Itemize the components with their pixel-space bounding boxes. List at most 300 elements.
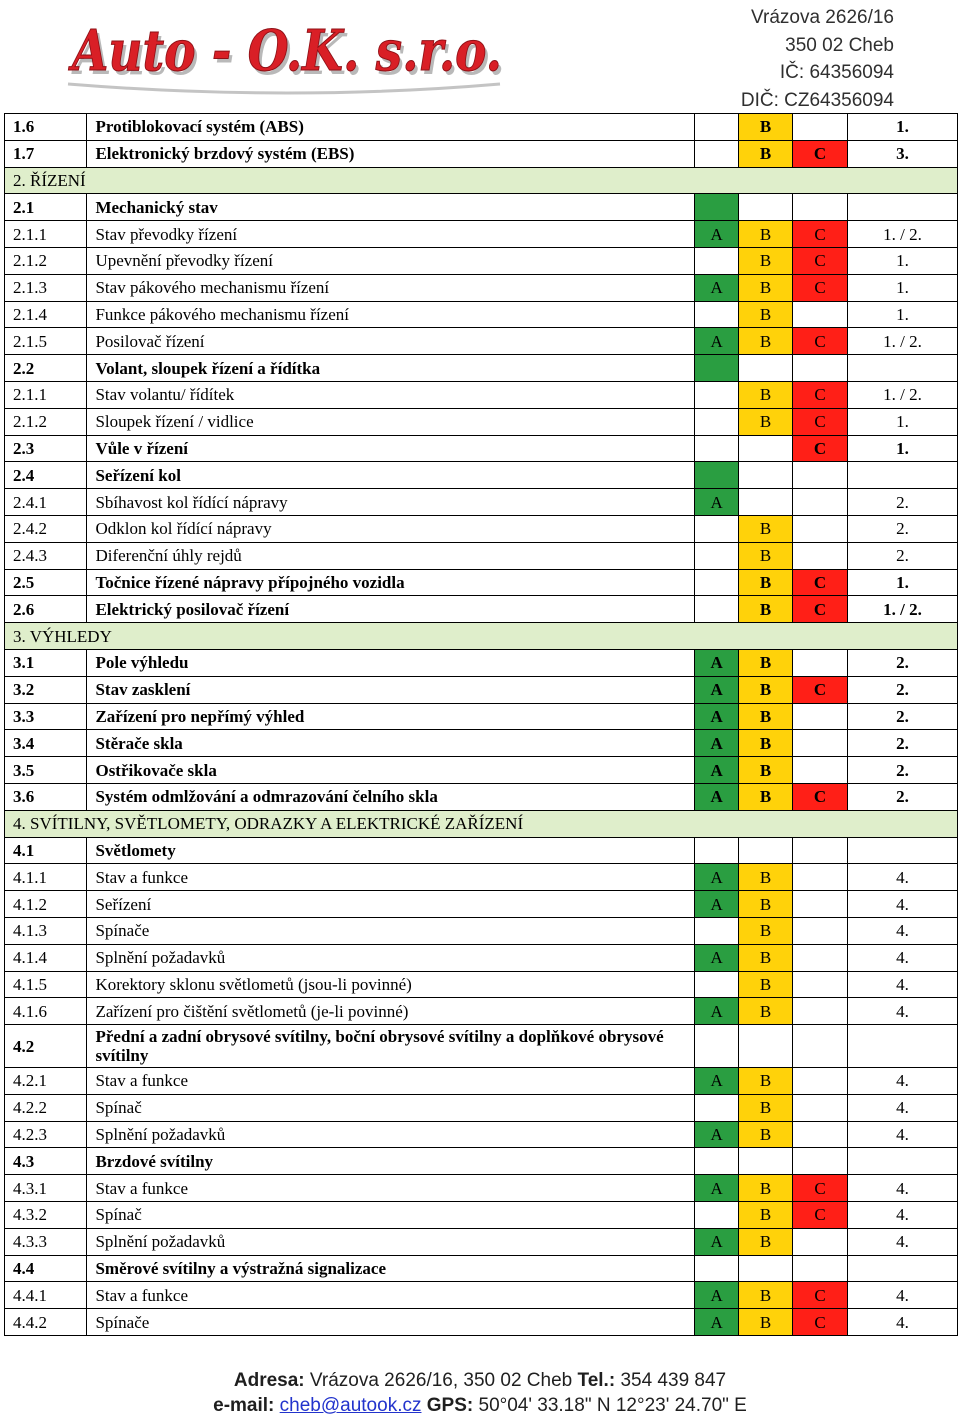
chapter-ref-cell: 1. <box>847 435 957 462</box>
defect-b-cell: B <box>739 1282 793 1309</box>
defect-c-cell: C <box>793 1202 848 1229</box>
item-description: Stav pákového mechanismu řízení <box>87 274 695 301</box>
table-row <box>5 1309 958 1336</box>
item-number: 4.3.3 <box>5 1228 87 1255</box>
logo-text: Auto - O.K. s.r.o. <box>67 18 503 84</box>
chapter-ref-cell: 4. <box>847 971 957 998</box>
defect-b-cell <box>739 1255 793 1282</box>
chapter-ref-cell: 2. <box>847 489 957 516</box>
item-description: Stav převodky řízení <box>87 221 695 248</box>
item-number: 4.1 <box>5 837 87 864</box>
defect-c-cell <box>793 1025 848 1068</box>
defect-c-cell: C <box>793 569 848 596</box>
table-row <box>5 194 958 221</box>
item-description: Seřízení <box>87 891 695 918</box>
defect-b-cell: B <box>739 1309 793 1336</box>
defect-c-cell: C <box>793 1282 848 1309</box>
table-row <box>5 596 958 623</box>
item-description: Protiblokovací systém (ABS) <box>87 114 695 141</box>
table-row <box>5 355 958 382</box>
defect-b-cell <box>739 837 793 864</box>
table-row <box>5 730 958 757</box>
defect-a-cell: A <box>695 998 739 1025</box>
defect-c-cell <box>793 1094 848 1121</box>
defect-c-cell <box>793 542 848 569</box>
item-number: 3.1 <box>5 649 87 676</box>
item-number: 2.1.4 <box>5 301 87 328</box>
defect-b-cell: B <box>739 381 793 408</box>
section-row <box>5 623 958 650</box>
chapter-ref-cell: 1. <box>847 114 957 141</box>
company-id: IČ: 64356094 <box>779 62 894 83</box>
defect-a-cell <box>695 1025 739 1068</box>
section-title: 3. VÝHLEDY <box>5 623 958 650</box>
chapter-ref-cell: 4. <box>847 998 957 1025</box>
table-row <box>5 140 958 167</box>
table-row <box>5 917 958 944</box>
chapter-ref-cell: 2. <box>847 676 957 703</box>
item-number: 4.2.3 <box>5 1121 87 1148</box>
item-number: 4.3 <box>5 1148 87 1175</box>
defect-a-cell: A <box>695 489 739 516</box>
item-description: Splnění požadavků <box>87 944 695 971</box>
defect-b-cell: B <box>739 1068 793 1095</box>
chapter-ref-cell: 4. <box>847 944 957 971</box>
table-row <box>5 1282 958 1309</box>
item-number: 4.4 <box>5 1255 87 1282</box>
table-row <box>5 221 958 248</box>
defect-c-cell: C <box>793 408 848 435</box>
item-description: Vůle v řízení <box>87 435 695 462</box>
item-number: 2.1.3 <box>5 274 87 301</box>
item-description: Volant, sloupek řízení a řídítka <box>87 355 695 382</box>
table-row <box>5 1202 958 1229</box>
defect-c-cell: C <box>793 221 848 248</box>
item-description: Spínače <box>87 917 695 944</box>
defect-b-cell: B <box>739 971 793 998</box>
defect-c-cell <box>793 1148 848 1175</box>
defect-b-cell: B <box>739 515 793 542</box>
item-number: 4.1.1 <box>5 864 87 891</box>
page-footer <box>0 1368 960 1418</box>
defect-b-cell: B <box>739 864 793 891</box>
defect-c-cell: C <box>793 247 848 274</box>
defect-b-cell: B <box>739 1121 793 1148</box>
chapter-ref-cell <box>847 1255 957 1282</box>
defect-c-cell <box>793 1255 848 1282</box>
item-description: Splnění požadavků <box>87 1121 695 1148</box>
item-number: 2.4.1 <box>5 489 87 516</box>
table-row <box>5 1255 958 1282</box>
defect-a-cell: A <box>695 1175 739 1202</box>
table-row <box>5 489 958 516</box>
chapter-ref-cell: 1. <box>847 301 957 328</box>
table-row <box>5 1121 958 1148</box>
chapter-ref-cell: 4. <box>847 1068 957 1095</box>
item-description: Systém odmlžování a odmrazování čelního skla <box>87 783 695 810</box>
defect-b-cell: B <box>739 917 793 944</box>
item-description: Mechanický stav <box>87 194 695 221</box>
defect-b-cell: B <box>739 569 793 596</box>
defect-a-cell: A <box>695 730 739 757</box>
chapter-ref-cell <box>847 1148 957 1175</box>
address-line-2: 350 02 Cheb <box>785 34 894 56</box>
defect-a-cell <box>695 542 739 569</box>
defect-a-cell: A <box>695 757 739 784</box>
defect-a-cell: A <box>695 1068 739 1095</box>
item-description: Stěrače skla <box>87 730 695 757</box>
table-row <box>5 783 958 810</box>
item-number: 3.3 <box>5 703 87 730</box>
footer-tel-label: Tel.: <box>577 1370 616 1391</box>
item-description: Elektrický posilovač řízení <box>87 596 695 623</box>
defect-a-cell <box>695 140 739 167</box>
chapter-ref-cell: 2. <box>847 783 957 810</box>
defect-b-cell: B <box>739 301 793 328</box>
footer-gps-label: GPS: <box>426 1395 474 1416</box>
defect-c-cell <box>793 194 848 221</box>
chapter-ref-cell: 2. <box>847 730 957 757</box>
defect-a-cell <box>695 435 739 462</box>
item-number: 2.1.5 <box>5 328 87 355</box>
table-row <box>5 435 958 462</box>
item-number: 2.2 <box>5 355 87 382</box>
defect-a-cell <box>695 114 739 141</box>
item-description: Stav volantu/ řídítek <box>87 381 695 408</box>
defect-c-cell <box>793 917 848 944</box>
item-number: 3.6 <box>5 783 87 810</box>
item-description: Stav zasklení <box>87 676 695 703</box>
table-row <box>5 757 958 784</box>
chapter-ref-cell: 2. <box>847 757 957 784</box>
defect-a-cell <box>695 247 739 274</box>
defect-c-cell <box>793 757 848 784</box>
chapter-ref-cell: 4. <box>847 891 957 918</box>
chapter-ref-cell <box>847 355 957 382</box>
item-number: 4.2.1 <box>5 1068 87 1095</box>
item-description: Spínače <box>87 1309 695 1336</box>
footer-line-1 <box>0 1368 960 1393</box>
chapter-ref-cell <box>847 1025 957 1068</box>
item-description: Korektory sklonu světlometů (jsou-li povinné) <box>87 971 695 998</box>
chapter-ref-cell: 1. / 2. <box>847 221 957 248</box>
table-row <box>5 864 958 891</box>
chapter-ref-cell: 3. <box>847 140 957 167</box>
item-number: 4.4.2 <box>5 1309 87 1336</box>
defect-c-cell <box>793 114 848 141</box>
chapter-ref-cell <box>847 462 957 489</box>
table-row <box>5 1148 958 1175</box>
defect-c-cell: C <box>793 1175 848 1202</box>
defect-b-cell: B <box>739 221 793 248</box>
company-info <box>741 4 894 114</box>
defect-a-cell: A <box>695 703 739 730</box>
chapter-ref-cell: 2. <box>847 703 957 730</box>
item-number: 3.5 <box>5 757 87 784</box>
defect-b-cell: B <box>739 596 793 623</box>
defect-b-cell: B <box>739 542 793 569</box>
chapter-ref-cell: 1. / 2. <box>847 596 957 623</box>
defect-b-cell <box>739 462 793 489</box>
defect-b-cell: B <box>739 730 793 757</box>
defect-b-cell: B <box>739 944 793 971</box>
item-number: 2.1.1 <box>5 221 87 248</box>
defect-b-cell <box>739 435 793 462</box>
defect-c-cell <box>793 1228 848 1255</box>
item-description: Stav a funkce <box>87 1175 695 1202</box>
defect-c-cell: C <box>793 783 848 810</box>
defect-b-cell <box>739 1025 793 1068</box>
item-number: 4.1.2 <box>5 891 87 918</box>
item-description: Točnice řízené nápravy přípojného vozidla <box>87 569 695 596</box>
item-number: 2.1.2 <box>5 247 87 274</box>
defect-b-cell <box>739 489 793 516</box>
defect-b-cell <box>739 1148 793 1175</box>
defect-a-cell: A <box>695 274 739 301</box>
item-description: Světlomety <box>87 837 695 864</box>
item-number: 1.7 <box>5 140 87 167</box>
defect-c-cell <box>793 649 848 676</box>
item-number: 2.4 <box>5 462 87 489</box>
defect-a-cell: A <box>695 944 739 971</box>
defect-a-cell <box>695 971 739 998</box>
table-row <box>5 1025 958 1068</box>
defect-a-cell: A <box>695 221 739 248</box>
table-row <box>5 542 958 569</box>
item-number: 2.1.2 <box>5 408 87 435</box>
defect-c-cell <box>793 462 848 489</box>
defect-a-cell: A <box>695 1228 739 1255</box>
item-description: Směrové svítilny a výstražná signalizace <box>87 1255 695 1282</box>
defect-a-cell <box>695 1255 739 1282</box>
footer-email-label: e-mail: <box>213 1395 275 1416</box>
footer-email-link[interactable]: cheb@autook.cz <box>279 1395 422 1416</box>
defect-a-cell: A <box>695 1282 739 1309</box>
item-number: 4.3.1 <box>5 1175 87 1202</box>
item-description: Stav a funkce <box>87 1068 695 1095</box>
item-description: Spínač <box>87 1202 695 1229</box>
defect-b-cell: B <box>739 274 793 301</box>
item-description: Elektronický brzdový systém (EBS) <box>87 140 695 167</box>
table-row <box>5 837 958 864</box>
defect-a-cell <box>695 515 739 542</box>
table-row <box>5 328 958 355</box>
table-row <box>5 569 958 596</box>
table-row <box>5 676 958 703</box>
item-description: Upevnění převodky řízení <box>87 247 695 274</box>
chapter-ref-cell: 1. <box>847 408 957 435</box>
defect-c-cell <box>793 891 848 918</box>
defect-a-cell <box>695 1094 739 1121</box>
defect-c-cell <box>793 944 848 971</box>
item-description: Přední a zadní obrysové svítilny, boční obrysové svítilny a doplňkové obrysové svítilny <box>87 1025 695 1068</box>
chapter-ref-cell: 1. <box>847 569 957 596</box>
defect-a-cell: A <box>695 676 739 703</box>
item-description: Diferenční úhly rejdů <box>87 542 695 569</box>
defect-c-cell: C <box>793 381 848 408</box>
item-number: 3.2 <box>5 676 87 703</box>
table-row <box>5 971 958 998</box>
defect-c-cell <box>793 515 848 542</box>
chapter-ref-cell: 2. <box>847 542 957 569</box>
defect-c-cell <box>793 998 848 1025</box>
defect-a-cell <box>695 917 739 944</box>
item-number: 4.1.4 <box>5 944 87 971</box>
defect-a-cell: A <box>695 328 739 355</box>
item-number: 4.1.3 <box>5 917 87 944</box>
item-description: Stav a funkce <box>87 1282 695 1309</box>
footer-address-label: Adresa: <box>233 1370 305 1391</box>
item-number: 2.1 <box>5 194 87 221</box>
table-row <box>5 944 958 971</box>
table-row <box>5 381 958 408</box>
defect-c-cell <box>793 355 848 382</box>
defect-b-cell: B <box>739 676 793 703</box>
item-number: 2.5 <box>5 569 87 596</box>
defect-b-cell: B <box>739 1202 793 1229</box>
address-line-1: Vrázova 2626/16 <box>751 7 894 28</box>
chapter-ref-cell: 4. <box>847 1282 957 1309</box>
defect-c-cell: C <box>793 435 848 462</box>
defect-c-cell <box>793 703 848 730</box>
item-number: 2.6 <box>5 596 87 623</box>
table-row <box>5 1094 958 1121</box>
defect-c-cell <box>793 1121 848 1148</box>
defect-c-cell <box>793 730 848 757</box>
item-number: 4.1.5 <box>5 971 87 998</box>
item-number: 4.3.2 <box>5 1202 87 1229</box>
defect-b-cell: B <box>739 408 793 435</box>
defect-c-cell <box>793 971 848 998</box>
chapter-ref-cell: 1. / 2. <box>847 328 957 355</box>
item-number: 4.2.2 <box>5 1094 87 1121</box>
defect-a-cell <box>695 355 739 382</box>
table-row <box>5 1175 958 1202</box>
item-description: Funkce pákového mechanismu řízení <box>87 301 695 328</box>
item-description: Zařízení pro nepřímý výhled <box>87 703 695 730</box>
item-description: Sloupek řízení / vidlice <box>87 408 695 435</box>
defect-c-cell <box>793 301 848 328</box>
chapter-ref-cell: 4. <box>847 864 957 891</box>
defect-b-cell: B <box>739 1228 793 1255</box>
defect-b-cell: B <box>739 703 793 730</box>
item-number: 2.1.1 <box>5 381 87 408</box>
defect-c-cell: C <box>793 328 848 355</box>
footer-tel: 354 439 847 <box>620 1370 727 1391</box>
chapter-ref-cell: 1. <box>847 274 957 301</box>
defect-a-cell: A <box>695 1309 739 1336</box>
defect-a-cell <box>695 408 739 435</box>
defect-b-cell: B <box>739 140 793 167</box>
defect-a-cell: A <box>695 1121 739 1148</box>
defect-b-cell: B <box>739 649 793 676</box>
chapter-ref-cell <box>847 837 957 864</box>
item-description: Brzdové svítilny <box>87 1148 695 1175</box>
defect-a-cell <box>695 462 739 489</box>
section-title: 2. ŘÍZENÍ <box>5 167 958 194</box>
defect-b-cell: B <box>739 757 793 784</box>
defect-a-cell <box>695 1202 739 1229</box>
chapter-ref-cell: 4. <box>847 1175 957 1202</box>
chapter-ref-cell: 4. <box>847 1228 957 1255</box>
defect-c-cell <box>793 837 848 864</box>
defect-b-cell: B <box>739 328 793 355</box>
table-row <box>5 274 958 301</box>
chapter-ref-cell: 1. / 2. <box>847 381 957 408</box>
table-row <box>5 247 958 274</box>
table-row <box>5 1228 958 1255</box>
item-number: 2.3 <box>5 435 87 462</box>
section-title: 4. SVÍTILNY, SVĚTLOMETY, ODRAZKY A ELEKTRICKÉ ZAŘÍZENÍ <box>5 810 958 837</box>
defect-c-cell: C <box>793 140 848 167</box>
item-description: Splnění požadavků <box>87 1228 695 1255</box>
defect-a-cell <box>695 381 739 408</box>
defect-b-cell: B <box>739 783 793 810</box>
defect-c-cell: C <box>793 596 848 623</box>
footer-line-2 <box>0 1393 960 1418</box>
item-number: 4.2 <box>5 1025 87 1068</box>
table-row <box>5 301 958 328</box>
item-number: 2.4.3 <box>5 542 87 569</box>
defect-b-cell: B <box>739 891 793 918</box>
defect-b-cell: B <box>739 998 793 1025</box>
defect-c-cell: C <box>793 676 848 703</box>
chapter-ref-cell: 4. <box>847 1094 957 1121</box>
vat-id: DIČ: CZ64356094 <box>740 89 894 111</box>
chapter-ref-cell: 4. <box>847 1202 957 1229</box>
table-row <box>5 891 958 918</box>
defect-a-cell: A <box>695 783 739 810</box>
footer-gps: 50°04' 33.18" N 12°23' 24.70" E <box>478 1395 747 1416</box>
chapter-ref-cell <box>847 194 957 221</box>
defect-b-cell: B <box>739 114 793 141</box>
section-row <box>5 167 958 194</box>
chapter-ref-cell: 1. <box>847 247 957 274</box>
defect-b-cell: B <box>739 1175 793 1202</box>
table-row <box>5 649 958 676</box>
chapter-ref-cell: 4. <box>847 1309 957 1336</box>
defect-b-cell: B <box>739 1094 793 1121</box>
item-number: 1.6 <box>5 114 87 141</box>
defect-a-cell <box>695 194 739 221</box>
defect-b-cell <box>739 355 793 382</box>
defect-b-cell: B <box>739 247 793 274</box>
table-row <box>5 998 958 1025</box>
footer-address: Vrázova 2626/16, 350 02 Cheb <box>309 1370 573 1391</box>
defect-a-cell <box>695 1148 739 1175</box>
section-row <box>5 810 958 837</box>
defect-a-cell: A <box>695 864 739 891</box>
chapter-ref-cell: 4. <box>847 917 957 944</box>
defect-c-cell: C <box>793 1309 848 1336</box>
table-row <box>5 515 958 542</box>
table-row <box>5 462 958 489</box>
table-row <box>5 114 958 141</box>
item-description: Seřízení kol <box>87 462 695 489</box>
chapter-ref-cell: 2. <box>847 649 957 676</box>
item-description: Odklon kol řídící nápravy <box>87 515 695 542</box>
item-description: Sbíhavost kol řídící nápravy <box>87 489 695 516</box>
item-description: Posilovač řízení <box>87 328 695 355</box>
chapter-ref-cell: 2. <box>847 515 957 542</box>
table-row <box>5 408 958 435</box>
logo-shadow: Auto - O.K. s.r.o. <box>70 22 506 88</box>
item-number: 2.4.2 <box>5 515 87 542</box>
item-description: Spínač <box>87 1094 695 1121</box>
item-description: Pole výhledu <box>87 649 695 676</box>
defect-a-cell <box>695 569 739 596</box>
item-description: Ostřikovače skla <box>87 757 695 784</box>
